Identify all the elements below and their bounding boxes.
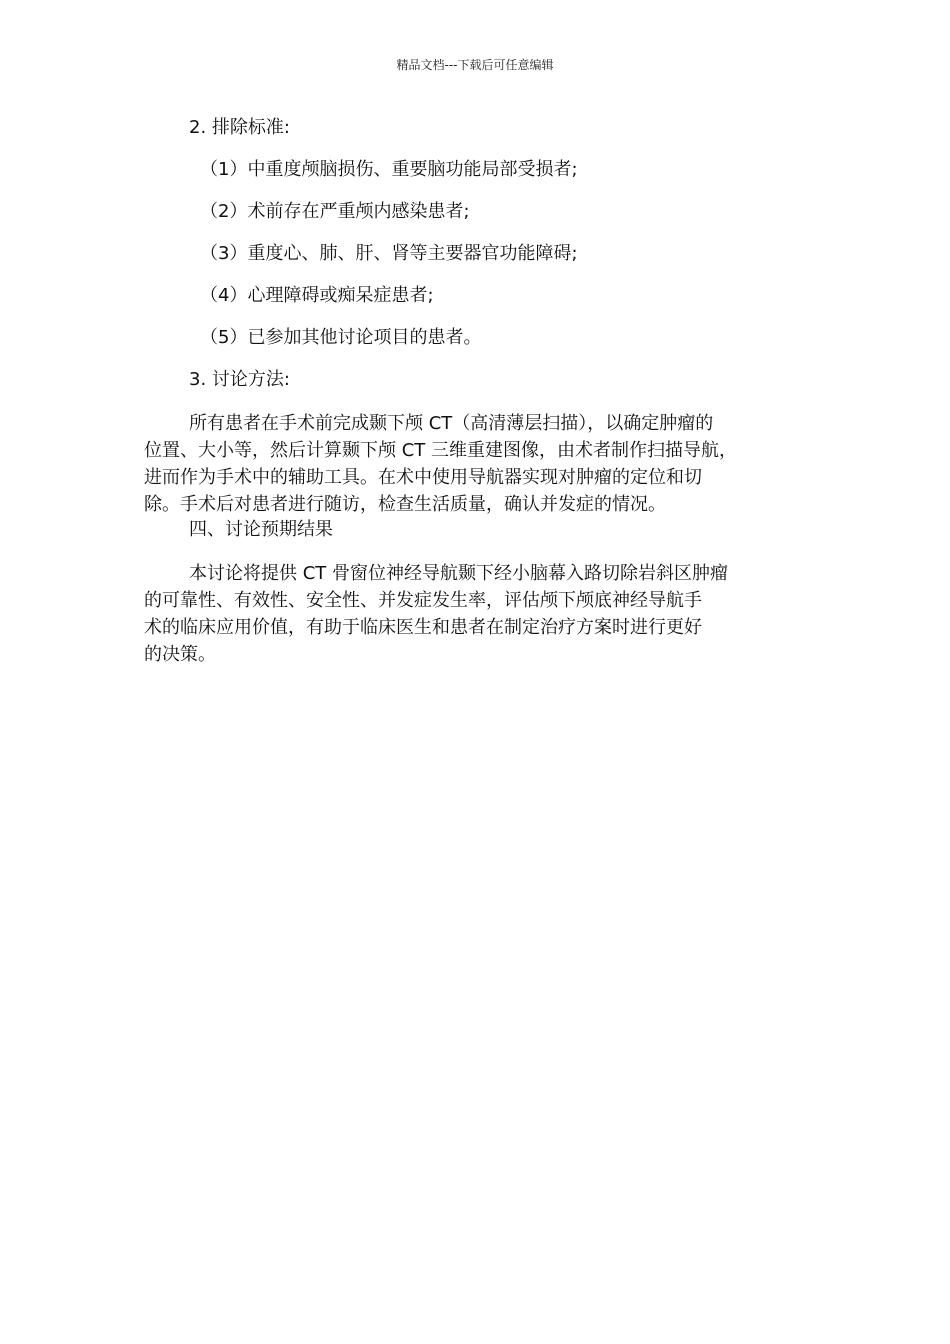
document-body <box>144 116 814 668</box>
paragraph-line: 所有患者在手术前完成颞下颅 CT（高清薄层扫描），以确定肿瘤的 <box>189 413 714 434</box>
exclusion-item: （2）术前存在严重颅内感染患者; <box>200 201 470 222</box>
exclusion-heading: 2. 排除标准: <box>189 117 290 138</box>
exclusion-item: （1）中重度颅脑损伤、重要脑功能局部受损者; <box>200 159 578 180</box>
exclusion-item: （4）心理障碍或痴呆症患者; <box>200 285 434 306</box>
header-note: 精品文档---下载后可任意编辑 <box>396 58 554 72</box>
paragraph-line: 的决策。 <box>144 644 216 665</box>
method-paragraph <box>144 410 814 518</box>
exclusion-item: （3）重度心、肺、肝、肾等主要器官功能障碍; <box>200 243 578 264</box>
expected-heading: 四、讨论预期结果 <box>189 519 333 540</box>
paragraph-line: 术的临床应用价值，有助于临床医生和患者在制定治疗方案时进行更好 <box>144 617 702 638</box>
paragraph-line: 位置、大小等，然后计算颞下颅 CT 三维重建图像，由术者制作扫描导航， <box>144 440 738 461</box>
paragraph-line: 本讨论将提供 CT 骨窗位神经导航颞下经小脑幕入路切除岩斜区肿瘤 <box>189 563 729 584</box>
paragraph-line: 的可靠性、有效性、安全性、并发症发生率，评估颅下颅底神经导航手 <box>144 590 702 611</box>
expected-paragraph <box>144 560 814 668</box>
paragraph-line: 进而作为手术中的辅助工具。在术中使用导航器实现对肿瘤的定位和切 <box>144 467 702 488</box>
exclusion-item: （5）已参加其他讨论项目的患者。 <box>200 327 482 348</box>
paragraph-line: 除。手术后对患者进行随访，检查生活质量，确认并发症的情况。 <box>144 494 666 515</box>
method-heading: 3. 讨论方法: <box>189 369 290 390</box>
